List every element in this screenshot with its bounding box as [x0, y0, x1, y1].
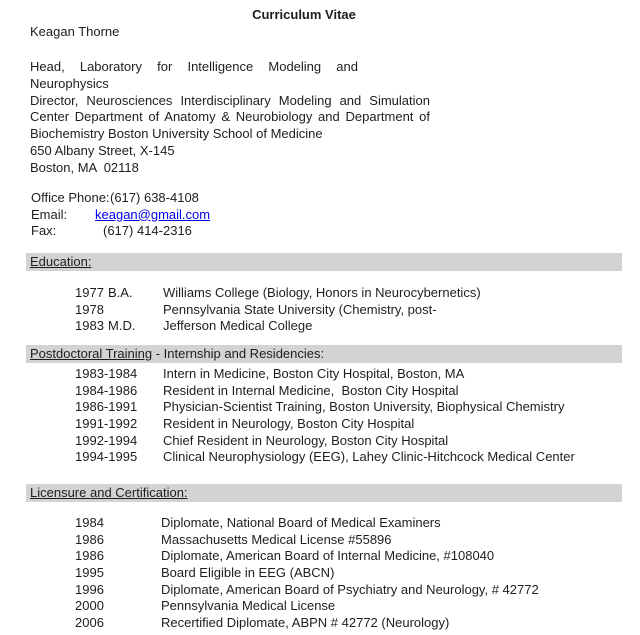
training-years: 1992-1994 — [75, 432, 138, 448]
phone-value: (617) 638-4108 — [110, 190, 199, 205]
licensure-desc: Recertified Diplomate, ABPN # 42772 (Neurology) — [161, 614, 450, 630]
affiliation-line: Center Department of Anatomy & Neurobiology and Department of — [30, 109, 430, 125]
licensure-year: 1986 — [75, 548, 104, 564]
licensure-year: 2006 — [75, 614, 104, 630]
affiliation-line: Biochemistry Boston University School of Medicine — [30, 126, 323, 142]
education-heading-text: Education: — [30, 254, 92, 269]
training-years: 1984-1986 — [75, 382, 138, 398]
licensure-desc: Pennsylvania Medical License — [161, 598, 336, 614]
affiliation-line: Head, Laboratory for Intelligence Modeling and — [30, 59, 358, 74]
postdoctoral-heading-underlined: Postdoctoral Training — [30, 346, 153, 361]
licensure-heading-text: Licensure and Certification: — [30, 485, 188, 500]
licensure-year: 1984 — [75, 515, 104, 530]
contact-block — [31, 190, 331, 240]
training-desc: Resident in Neurology, Boston City Hospital — [163, 415, 415, 431]
fax-value: (617) 414-2316 — [103, 223, 192, 239]
training-years: 1991-1992 — [75, 415, 138, 431]
address-line: 650 Albany Street, X-145 — [30, 142, 175, 158]
training-years: 1983-1984 — [75, 366, 138, 381]
contact-row-phone — [31, 190, 331, 207]
licensure-desc: Board Eligible in EEG (ABCN) — [161, 564, 335, 580]
section-heading-education — [26, 253, 622, 271]
licensure-year: 2000 — [75, 598, 104, 614]
education-degree: M.D. — [108, 318, 136, 334]
education-year: 1983 — [75, 318, 104, 334]
education-year: 1977 — [75, 285, 104, 300]
email-link[interactable]: keagan@gmail.com — [95, 206, 211, 222]
licensure-desc: Diplomate, American Board of Psychiatry and Neurology, # 42772 — [161, 581, 539, 597]
training-desc: Intern in Medicine, Boston City Hospital, Boston, MA — [163, 366, 465, 381]
licensure-year: 1996 — [75, 581, 104, 597]
education-year: 1978 — [75, 301, 104, 317]
licensure-desc: Massachusetts Medical License #55896 — [161, 531, 392, 547]
training-desc: Resident in Internal Medicine, Boston City Hospital — [163, 382, 459, 398]
contact-row-email — [31, 207, 331, 224]
document-title: Curriculum Vitae — [252, 7, 356, 22]
phone-label: Office Phone: — [31, 190, 110, 205]
section-heading-postdoctoral — [26, 345, 622, 363]
licensure-desc: Diplomate, American Board of Internal Medicine, #108040 — [161, 548, 495, 564]
affiliation-line: Director, Neurosciences Interdisciplinary Modeling and Simulation — [30, 92, 430, 108]
postdoctoral-heading-rest: - Internship and Residencies: — [152, 346, 325, 361]
licensure-year: 1986 — [75, 531, 104, 547]
affiliation-line: Neurophysics — [30, 75, 109, 91]
education-desc: Pennsylvania State University (Chemistry, post- — [163, 301, 437, 317]
education-desc: Williams College (Biology, Honors in Neurocybernetics) — [163, 285, 481, 300]
address-line: Boston, MA 02118 — [30, 159, 139, 175]
email-label: Email: — [31, 206, 68, 222]
training-desc: Clinical Neurophysiology (EEG), Lahey Clinic-Hitchcock Medical Center — [163, 449, 575, 465]
author-name: Keagan Thorne — [30, 24, 120, 39]
training-years: 1986-1991 — [75, 399, 138, 415]
training-desc: Chief Resident in Neurology, Boston City Hospital — [163, 432, 449, 448]
section-heading-licensure — [26, 484, 622, 502]
training-years: 1994-1995 — [75, 449, 138, 465]
affiliation-block — [30, 59, 432, 177]
education-desc: Jefferson Medical College — [163, 318, 313, 334]
licensure-desc: Diplomate, National Board of Medical Examiners — [161, 515, 441, 530]
licensure-year: 1995 — [75, 564, 104, 580]
training-desc: Physician-Scientist Training, Boston University, Biophysical Chemistry — [163, 399, 565, 415]
contact-row-fax — [31, 223, 331, 240]
fax-label: Fax: — [31, 223, 57, 239]
education-degree: B.A. — [108, 285, 133, 300]
